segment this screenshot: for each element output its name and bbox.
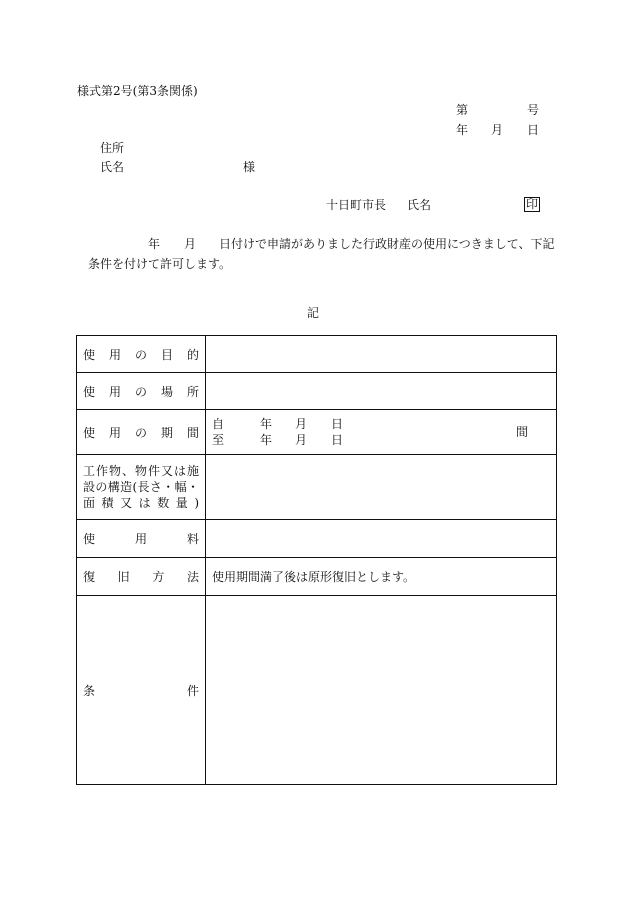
period-from-month: 月 (295, 417, 308, 431)
period-to: 至 (212, 433, 225, 447)
body-date-month: 月 (184, 237, 197, 251)
permit-table (76, 335, 557, 785)
issue-date-day: 日 (527, 123, 540, 137)
ki-heading: 記 (307, 306, 320, 320)
row-conditions (77, 596, 557, 785)
period-from: 自 (212, 417, 225, 431)
body-line-2: 条件を付けて許可します。 (88, 257, 232, 271)
row-period (77, 410, 557, 455)
place-label: 使 用 の 場 所 (77, 373, 206, 410)
conditions-label: 条 件 (77, 596, 206, 785)
fee-value (206, 520, 557, 558)
issue-date-year: 年 (456, 123, 469, 137)
period-value (206, 410, 557, 455)
row-place (77, 373, 557, 410)
issuer-title: 十日町市長 (326, 198, 387, 212)
place-value (206, 373, 557, 410)
purpose-value (206, 336, 557, 373)
body-line-1: 日付けで申請がありました行政財産の使用につきまして、下記 (219, 237, 555, 251)
fee-label: 使 用 料 (77, 520, 206, 558)
recipient-address-label: 住所 (100, 141, 125, 155)
form-number: 様式第2号(第3条関係) (77, 84, 198, 98)
doc-number-prefix: 第 (456, 103, 469, 117)
restore-value: 使用期間満了後は原形復旧とします。 (206, 558, 557, 596)
row-restore (77, 558, 557, 596)
seal-mark: 印 (526, 197, 539, 211)
restore-label: 復 旧 方 法 (77, 558, 206, 596)
period-from-day: 日 (331, 417, 344, 431)
row-structure (77, 455, 557, 520)
doc-number-suffix: 号 (527, 103, 540, 117)
recipient-honorific: 様 (243, 160, 256, 174)
issue-date-month: 月 (491, 123, 504, 137)
purpose-label: 使 用 の 目 的 (77, 336, 206, 373)
period-to-day: 日 (331, 433, 344, 447)
period-to-month: 月 (295, 433, 308, 447)
row-purpose (77, 336, 557, 373)
period-to-year: 年 (260, 433, 273, 447)
structure-label: 工作物、物件又は施設の構造(長さ・幅・面積又は数量) (77, 455, 206, 520)
period-interval: 間 (516, 425, 529, 439)
conditions-value (206, 596, 557, 785)
structure-value (206, 455, 557, 520)
period-from-year: 年 (260, 417, 273, 431)
body-date-year: 年 (148, 237, 161, 251)
row-fee (77, 520, 557, 558)
issuer-name-label: 氏名 (407, 198, 432, 212)
recipient-name-label: 氏名 (100, 160, 125, 174)
period-label: 使 用 の 期 間 (77, 410, 206, 455)
